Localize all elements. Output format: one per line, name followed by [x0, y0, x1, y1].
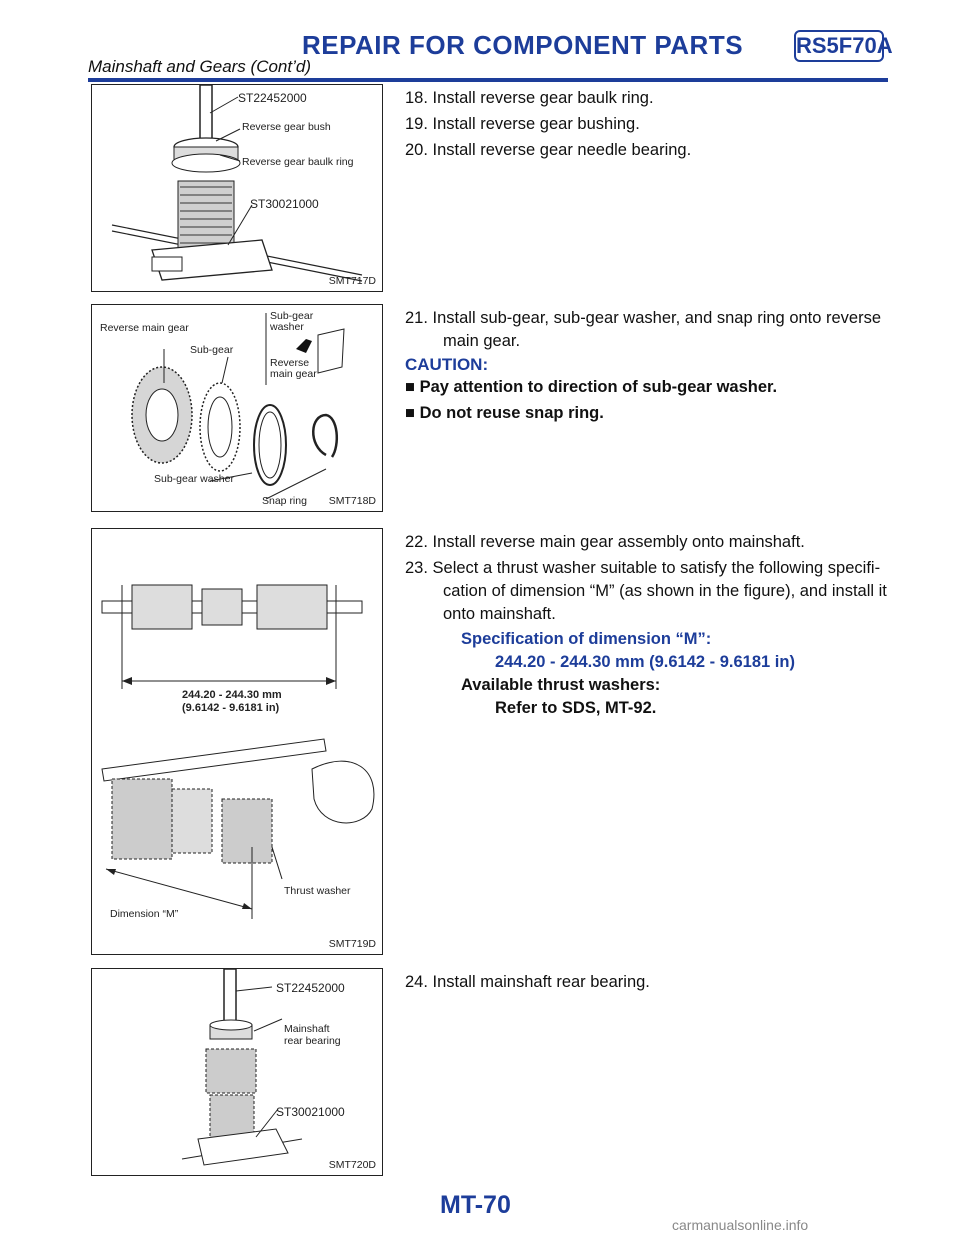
label-dimension-m: Dimension “M”	[110, 908, 179, 920]
label-rear-bearing: rear bearing	[284, 1035, 341, 1047]
label-sub-gear: Sub-gear	[190, 344, 234, 356]
label-reverse-main-gear: Reverse main gear	[100, 322, 189, 334]
step-19: 19. Install reverse gear bushing.	[405, 115, 640, 133]
label-inset-sub-gear-washer: Sub-gear washer	[270, 310, 314, 333]
watermark: carmanualsonline.info	[672, 1217, 809, 1233]
step-24-block	[405, 971, 887, 994]
label-sub-gear-washer: Sub-gear washer	[154, 473, 234, 485]
header-rule	[88, 78, 888, 82]
caution-heading: CAUTION:	[405, 355, 489, 374]
available-label: Available thrust washers:	[461, 676, 661, 694]
page-number: MT-70	[440, 1191, 511, 1219]
step-22: 22. Install reverse main gear assembly onto mainshaft.	[405, 533, 805, 551]
label-tool-1: ST22452000	[276, 981, 345, 995]
step-20: 20. Install reverse gear needle bearing.	[405, 141, 692, 159]
steps-18-20	[405, 87, 887, 162]
section-title: REPAIR FOR COMPONENT PARTS	[302, 30, 744, 60]
label-tool-2: ST30021000	[250, 197, 319, 211]
spec-label: Specification of dimension “M”:	[461, 630, 712, 648]
step-23: 23. Select a thrust washer suitable to satisfy the following specifi-	[405, 559, 881, 577]
step-23-cont: cation of dimension “M” (as shown in the figure), and install it	[443, 582, 887, 600]
caution-item: ■ Pay attention to direction of sub-gear washer.	[405, 378, 778, 396]
steps-22-23	[405, 531, 887, 720]
gear-parts-illustration	[92, 305, 382, 511]
label-reverse-gear-bush: Reverse gear bush	[242, 121, 331, 133]
label-tool-1: ST22452000	[238, 91, 307, 105]
figure-code: SMT717D	[328, 275, 376, 287]
figure-smt717d	[91, 84, 383, 292]
bullet-icon: ■	[405, 404, 420, 422]
figure-code: SMT720D	[328, 1159, 376, 1171]
step-24: 24. Install mainshaft rear bearing.	[405, 973, 650, 991]
label-reverse-gear-baulk-ring: Reverse gear baulk ring	[242, 156, 354, 168]
label-inset-reverse-main-gear: Reverse main gear	[270, 357, 317, 380]
label-tool-2: ST30021000	[276, 1105, 345, 1119]
step-21-block	[405, 307, 887, 425]
press-illustration-1	[92, 85, 382, 291]
label-dimension-value: 244.20 - 244.30 mm	[182, 689, 282, 701]
step-18: 18. Install reverse gear baulk ring.	[405, 89, 654, 107]
bullet-icon: ■	[405, 378, 420, 396]
figure-smt719d	[91, 528, 383, 955]
spec-value: 244.20 - 244.30 mm (9.6142 - 9.6181 in)	[495, 653, 795, 671]
step-21: 21. Install sub-gear, sub-gear washer, and snap ring onto reverse	[405, 309, 882, 327]
section-subtitle: Mainshaft and Gears (Cont’d)	[88, 57, 311, 76]
label-mainshaft: Mainshaft	[284, 1023, 330, 1035]
figure-smt718d	[91, 304, 383, 512]
step-21-cont: main gear.	[443, 332, 521, 350]
step-23-cont: onto mainshaft.	[443, 605, 556, 623]
label-dimension-inches: (9.6142 - 9.6181 in)	[182, 702, 280, 714]
label-thrust-washer: Thrust washer	[284, 885, 351, 897]
figure-smt720d	[91, 968, 383, 1176]
label-snap-ring: Snap ring	[262, 495, 307, 507]
available-value: Refer to SDS, MT-92.	[495, 699, 657, 717]
figure-code: SMT719D	[328, 938, 376, 950]
caution-item: ■ Do not reuse snap ring.	[405, 404, 604, 422]
figure-code: SMT718D	[328, 495, 376, 507]
press-illustration-2	[92, 969, 382, 1175]
model-badge: RS5F70A	[794, 30, 884, 62]
